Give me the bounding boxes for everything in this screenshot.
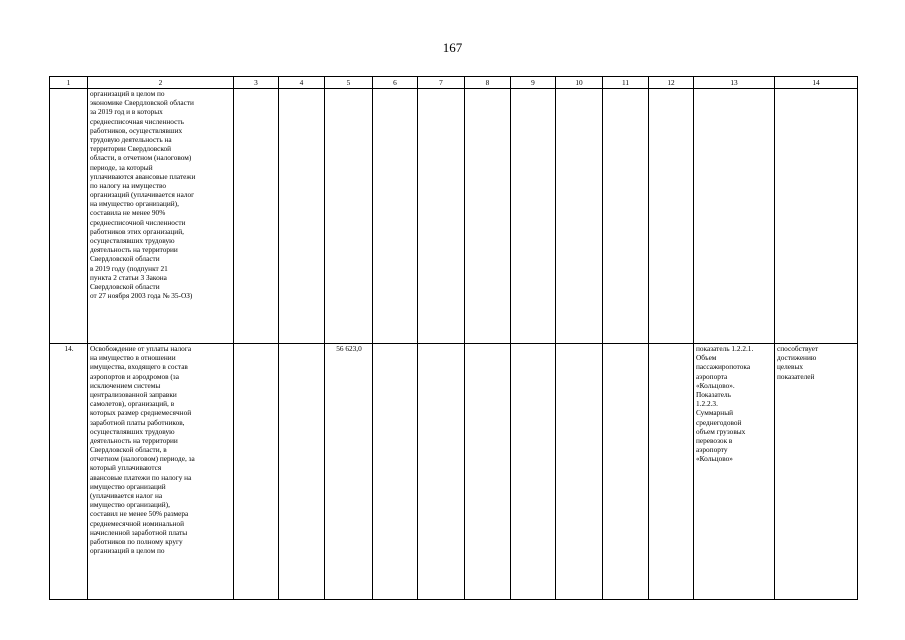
header-cell: 14 <box>775 77 858 89</box>
cell-text-line: аэропортов и аэродромов (за <box>90 371 179 381</box>
table-cell <box>465 89 511 344</box>
cell-text-line: осуществлявших трудовую <box>90 236 175 245</box>
row-number-cell: 14. <box>50 344 88 600</box>
table-cell <box>279 344 325 600</box>
page-number: 167 <box>442 40 463 55</box>
cell-text-line: объем грузовых <box>696 426 746 436</box>
cell-text-line: «Кольцово» <box>696 454 733 464</box>
table-cell <box>511 344 556 600</box>
cell-text-line: осуществлявших трудовую <box>90 426 175 436</box>
cell-text-line: аэропорту <box>696 445 728 455</box>
cell-text-line: Показатель <box>696 389 731 399</box>
cell-text-line: уплачиваются авансовые платежи <box>90 171 196 181</box>
header-cell: 9 <box>511 77 556 89</box>
cell-text-line: пассажиропотока <box>696 362 751 372</box>
cell-text-line: аэропорта <box>696 371 728 381</box>
cell-text-line: пункта 2 статьи 3 Закона <box>90 272 167 282</box>
cell-text-line: по налогу на имущество <box>90 180 166 190</box>
cell-text-line: организаций в целом по <box>90 546 165 556</box>
header-cell: 2 <box>88 77 234 89</box>
cell-text-line: (уплачивается налог на <box>90 491 163 500</box>
cell-text-line: работников, осуществлявших <box>90 125 183 135</box>
table-row <box>50 89 858 344</box>
benefits-table <box>49 76 858 600</box>
header-cell: 5 <box>325 77 373 89</box>
description-cell <box>88 344 234 600</box>
cell-text-line: трудовую деятельность на <box>90 134 172 144</box>
cell-text-line: деятельность на территории <box>90 245 178 255</box>
cell-text-line: за 2019 год и в которых <box>90 107 163 117</box>
cell-text-line: экономике Свердловской области <box>90 98 194 108</box>
header-row <box>50 77 858 89</box>
table-cell <box>234 344 279 600</box>
cell-text-line: заработной платы работников, <box>90 417 185 427</box>
cell-text-line: целевых <box>777 362 804 372</box>
cell-text-line: Объем <box>696 353 717 363</box>
cell-text-line: исключением системы <box>90 380 161 390</box>
cell-text-line: среднесписочная численность <box>90 116 184 126</box>
cell-text-line: перевозок в <box>696 435 733 445</box>
cell-text-line: Освобождение от уплаты налога <box>90 344 192 353</box>
table-cell <box>234 89 279 344</box>
amount-cell: 56 623,0 <box>325 344 373 600</box>
cell-text-line: отчетном (налоговом) периоде, за <box>90 454 195 464</box>
cell-text-line: на имущество организаций), <box>90 199 179 209</box>
table-cell <box>465 344 511 600</box>
cell-text-line: в 2019 году (подпункт 21 <box>90 263 168 273</box>
header-cell: 10 <box>556 77 603 89</box>
cell-text-line: «Кольцово». <box>696 380 735 390</box>
header-cell: 1 <box>50 77 88 89</box>
effect-cell <box>775 89 858 344</box>
cell-text-line: Свердловской области <box>90 254 160 264</box>
cell-text-line: деятельность на территории <box>90 435 178 445</box>
header-cell: 7 <box>418 77 465 89</box>
indicator-cell <box>694 344 775 600</box>
cell-text-line: начисленной заработной платы <box>90 527 188 537</box>
cell-text-line: показатель 1.2.2.1. <box>696 344 754 353</box>
header-cell: 12 <box>649 77 694 89</box>
indicator-cell <box>694 89 775 344</box>
header-cell: 4 <box>279 77 325 89</box>
cell-text-line: способствует <box>777 344 819 353</box>
cell-text-line: на имущество в отношении <box>90 353 176 363</box>
table-cell <box>373 89 418 344</box>
cell-text-line: централизованной заправки <box>90 389 177 399</box>
cell-text-line: Суммарный <box>696 408 734 418</box>
cell-text-line: имущества, входящего в состав <box>90 362 188 372</box>
cell-text-line: среднесписочной численности <box>90 217 186 227</box>
header-cell: 13 <box>694 77 775 89</box>
cell-text-line: от 27 ноября 2003 года № 35-ОЗ) <box>90 291 193 301</box>
cell-text-line: авансовые платежи по налогу на <box>90 472 192 482</box>
cell-text-line: территории Свердловской <box>90 144 172 154</box>
cell-text-line: организаций (уплачивается налог <box>90 190 195 200</box>
cell-text-line: области, в отчетном (налоговом) <box>90 153 192 163</box>
header-cell: 6 <box>373 77 418 89</box>
cell-text-line: Свердловской области, в <box>90 445 167 455</box>
row-number-cell <box>50 89 88 344</box>
cell-text-line: Свердловской области <box>90 281 160 291</box>
table-cell <box>556 89 603 344</box>
table-cell <box>603 89 649 344</box>
header-cell: 8 <box>465 77 511 89</box>
table-cell <box>373 344 418 600</box>
cell-text-line: 1.2.2.3. <box>696 399 718 409</box>
cell-text-line: среднемесячной номинальной <box>90 518 185 528</box>
table-cell <box>511 89 556 344</box>
cell-text-line: достижению <box>777 353 817 363</box>
cell-text-line: работников по полному кругу <box>90 536 183 546</box>
table-cell <box>649 89 694 344</box>
table-row <box>50 344 858 600</box>
cell-text-line: показателей <box>777 371 815 381</box>
table-cell <box>603 344 649 600</box>
cell-text-line: организаций в целом по <box>90 89 165 98</box>
cell-text-line: составил не менее 50% размера <box>90 509 189 519</box>
cell-text-line: имущество организаций), <box>90 500 170 510</box>
table-cell <box>418 344 465 600</box>
table-cell <box>279 89 325 344</box>
amount-cell <box>325 89 373 344</box>
table-cell <box>418 89 465 344</box>
description-cell <box>88 89 234 344</box>
cell-text-line: которых размер среднемесячной <box>90 408 192 418</box>
cell-text-line: периоде, за который <box>90 162 153 172</box>
effect-cell <box>775 344 858 600</box>
cell-text-line: работников этих организаций, <box>90 226 184 236</box>
table-cell <box>649 344 694 600</box>
cell-text-line: самолетов), организаций, в <box>90 399 175 409</box>
cell-text-line: который уплачиваются <box>90 463 162 473</box>
header-cell: 11 <box>603 77 649 89</box>
cell-text-line: имущество организаций <box>90 481 166 491</box>
table-cell <box>556 344 603 600</box>
cell-text-line: среднегодовой <box>696 417 742 427</box>
cell-text-line: составила не менее 90% <box>90 208 166 218</box>
header-cell: 3 <box>234 77 279 89</box>
